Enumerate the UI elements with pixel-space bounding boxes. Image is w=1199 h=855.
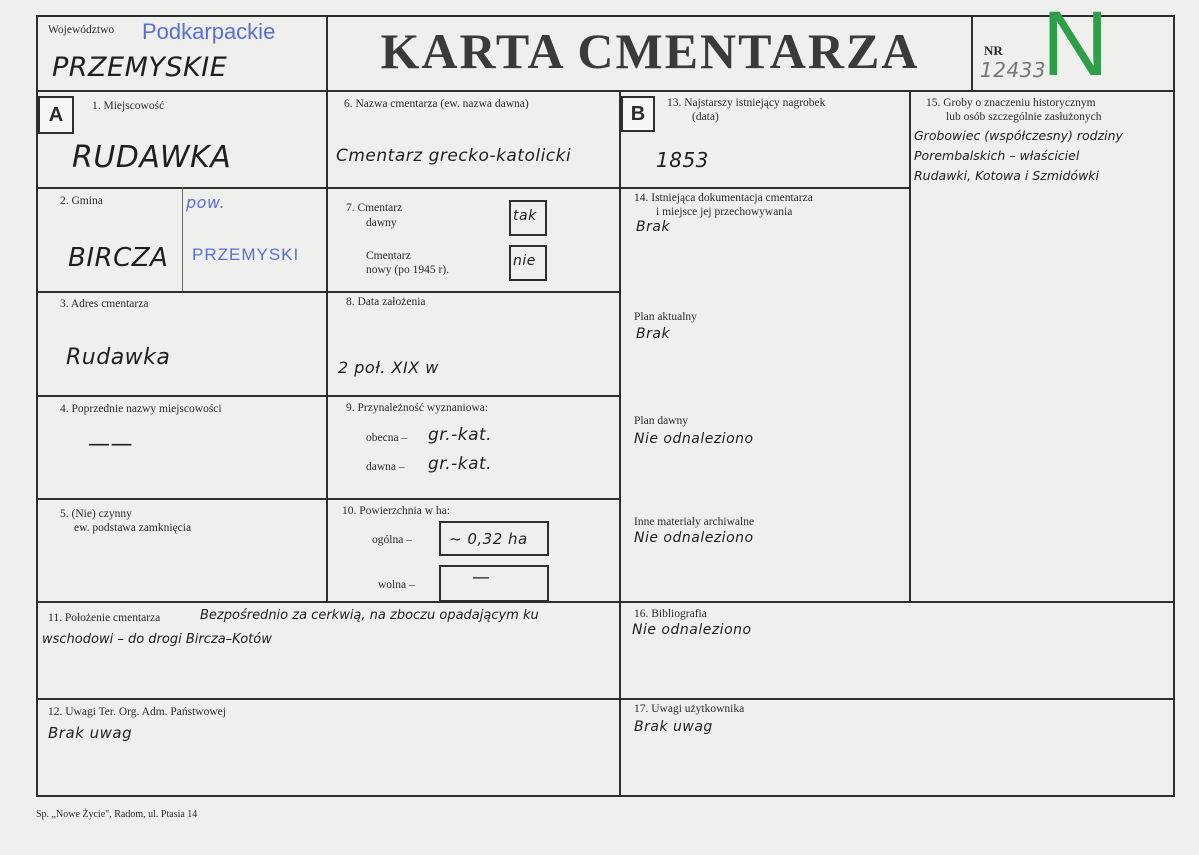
printer-imprint: Sp. „Nowe Życie", Radom, ul. Ptasia 14	[36, 809, 198, 820]
f10-ogolna-value: ~ 0,32 ha	[449, 530, 528, 548]
f15-line-1: Grobowiec (współczesny) rodziny	[914, 128, 1123, 143]
f13-label: 13. Najstarszy istniejący nagrobek	[667, 97, 826, 109]
row-line-4	[36, 498, 621, 500]
f10-wolna-box	[439, 565, 549, 602]
f11-line-2: wschodowi – do drogi Bircza–Kotów	[42, 632, 272, 647]
f2-pow-stamp: PRZEMYSKI	[192, 245, 300, 264]
f9-obecna-label: obecna –	[366, 432, 408, 444]
f2-pow: pow.	[186, 193, 226, 212]
nr-value: 12433	[980, 58, 1047, 82]
f2-label: 2. Gmina	[60, 195, 103, 207]
f10-label: 10. Powierzchnia w ha:	[342, 505, 450, 517]
f8-value: 2 poł. XIX w	[338, 358, 439, 377]
wojewodztwo-value: PRZEMYSKIE	[52, 52, 228, 83]
header-divider-right	[971, 15, 973, 90]
plan-aktualny-value: Brak	[636, 326, 671, 342]
column-divider-b	[619, 90, 621, 795]
column-divider-15	[909, 90, 911, 601]
f15-label: 15. Groby o znaczeniu historycznym	[926, 97, 1096, 109]
f13-label-2: (data)	[692, 111, 719, 123]
section-a-letter: A	[38, 96, 74, 134]
f15-label-2: lub osób szczególnie zasłużonych	[946, 111, 1102, 123]
f4-label: 4. Poprzednie nazwy miejscowości	[60, 403, 222, 415]
wojewodztwo-label: Województwo	[48, 24, 115, 36]
f4-value: ——	[88, 432, 133, 457]
f13-value: 1853	[656, 148, 709, 172]
gmina-split	[182, 187, 183, 291]
row-line-2	[36, 291, 621, 293]
f1-value: RUDAWKA	[72, 140, 232, 175]
f9-dawna-value: gr.-kat.	[428, 454, 493, 474]
f7-dawny-label: dawny	[366, 217, 397, 229]
f5-label: 5. (Nie) czynny	[60, 508, 132, 520]
f7-nowy-label-2: nowy (po 1945 r).	[366, 264, 450, 276]
f7-nowy-value: nie	[513, 253, 536, 269]
row-line-b1	[619, 187, 911, 189]
f6-label: 6. Nazwa cmentarza (ew. nazwa dawna)	[344, 98, 529, 110]
f6-value: Cmentarz grecko-katolicki	[336, 146, 572, 166]
f2-value: BIRCZA	[68, 243, 169, 273]
f17-label: 17. Uwagi użytkownika	[634, 703, 745, 715]
f16-label: 16. Bibliografia	[634, 608, 707, 620]
frame-right	[1173, 15, 1175, 797]
f3-value: Rudawka	[66, 345, 171, 370]
frame-bottom	[36, 795, 1175, 797]
f10-ogolna-label: ogólna –	[372, 534, 412, 546]
f11-line-1: Bezpośrednio za cerkwią, na zboczu opadającym ku	[200, 608, 539, 623]
card-title: KARTA CMENTARZA	[380, 23, 920, 79]
f8-label: 8. Data założenia	[346, 296, 426, 308]
f14-value: Brak	[636, 219, 671, 235]
row-line-1	[36, 187, 621, 189]
f9-obecna-value: gr.-kat.	[428, 425, 493, 445]
row-line-3	[36, 395, 621, 397]
header-divider-left	[326, 15, 328, 601]
f1-label: 1. Miejscowość	[92, 100, 165, 112]
inne-materialy-label: Inne materiały archiwalne	[634, 516, 755, 528]
plan-dawny-label: Plan dawny	[634, 415, 688, 427]
f15-line-2: Porembalskich – właściciel	[914, 148, 1080, 163]
f12-label: 12. Uwagi Ter. Org. Adm. Państwowej	[48, 706, 226, 718]
f9-dawna-label: dawna –	[366, 461, 405, 473]
f14-label: 14. Istniejąca dokumentacja cmentarza	[634, 192, 813, 204]
nr-label: NR	[984, 43, 1003, 58]
wojewodztwo-stamp: Podkarpackie	[142, 19, 276, 44]
section-b-letter: B	[621, 96, 655, 132]
f15-line-3: Rudawki, Kotowa i Szmidówki	[914, 168, 1099, 183]
f11-label: 11. Położenie cmentarza	[48, 612, 161, 624]
f7-nowy-label-1: Cmentarz	[366, 250, 411, 262]
row-line-6	[36, 698, 1175, 700]
f9-label: 9. Przynależność wyznaniowa:	[346, 402, 489, 414]
f3-label: 3. Adres cmentarza	[60, 298, 149, 310]
f14-label-2: i miejsce jej przechowywania	[656, 206, 793, 218]
plan-dawny-value: Nie odnaleziono	[634, 431, 754, 447]
inne-materialy-value: Nie odnaleziono	[634, 530, 754, 546]
f16-value: Nie odnaleziono	[632, 622, 752, 638]
nr-letter-stamp: N	[1042, 0, 1109, 95]
f7-label: 7. Cmentarz	[346, 202, 403, 214]
f17-value: Brak uwag	[634, 719, 713, 735]
header-bottom-line	[36, 90, 1175, 92]
row-line-5	[36, 601, 1175, 603]
f10-wolna-value: —	[472, 567, 491, 588]
f5-label-2: ew. podstawa zamknięcia	[74, 522, 192, 534]
f7-dawny-value: tak	[513, 208, 537, 224]
f12-value: Brak uwag	[48, 724, 133, 742]
f10-wolna-label: wolna –	[378, 579, 415, 591]
frame-top	[36, 15, 1175, 17]
plan-aktualny-label: Plan aktualny	[634, 311, 697, 323]
